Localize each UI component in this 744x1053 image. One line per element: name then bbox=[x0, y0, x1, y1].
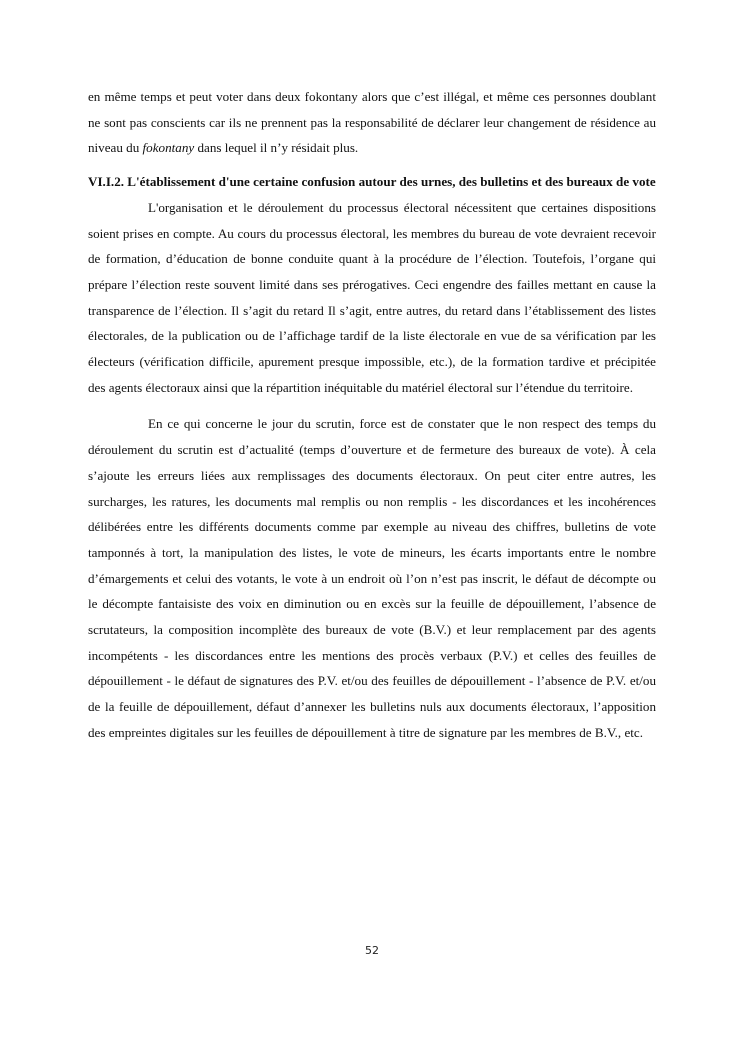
paragraph-1-text-end: dans lequel il n’y résidait plus. bbox=[194, 140, 359, 156]
page-number: 52 bbox=[365, 944, 379, 957]
paragraph-1-italic-term: fokontany bbox=[142, 140, 195, 156]
section-heading: VI.I.2. L'établissement d'une certaine confusion autour des urnes, des bulletins et des bureaux de vote bbox=[88, 174, 656, 190]
paragraph-jour-du-scrutin: En ce qui concerne le jour du scrutin, force est de constater que le non respect des temps du déroulement du scrutin est d’actualité (temps d’ouverture et de fermeture des bureaux de vote). À cela s’ajoute les erreurs liées aux remplissages des documents électoraux. On peut citer entre autres, les surcharges, les ratures, les documents mal remplis ou non remplis - les discordances et les incohérences délibérées entre les différents documents comme par exemple au niveau des chiffres, bulletins de vote tamponnés à tort, la manipulation des listes, le vote de mineurs, les écarts importants entre le nombre d’émargements et celui des votants, le vote à un endroit où l’on n’est pas inscrit, le défaut de décompte ou le décompte fantaisiste des voix en diminution ou en excès sur la feuille de dépouillement, l’absence de scrutateurs, la composition incomplète des bureaux de vote (B.V.) et leur remplacement par des agents incompétents - les discordances entre les mentions des procès verbaux (P.V.) et celles des feuilles de dépouillement - le défaut de signatures des P.V. et/ou des feuilles de dépouillement - l’absence de P.V. et/ou de la feuille de dépouillement, défaut d’annexer les bulletins nuls aux documents électoraux, l’apposition des empreintes digitales sur les feuilles de dépouillement à titre de signature par les membres de B.V., etc. bbox=[88, 416, 656, 740]
paragraph-organisation: L'organisation et le déroulement du processus électoral nécessitent que certaines dispositions soient prises en compte. Au cours du processus électoral, les membres du bureau de vote devraient recevoir de formation, d’éducation de bonne conduite quant à la procédure de l’élection. Toutefois, l’organe qui prépare l’élection reste souvent limité dans ses prérogatives. Ceci engendre des failles mettant en cause la transparence de l’élection. Il s’agit du retard Il s’agit, entre autres, du retard dans l’établissement des listes électorales, de la publication ou de l’affichage tardif de la liste électorale en vue de sa vérification par les électeurs (vérification difficile, apurement presque impossible, etc.), de la formation tardive et précipitée des agents électoraux ainsi que la répartition inéquitable du matériel électoral sur l’étendue du territoire. bbox=[88, 199, 656, 395]
document-page bbox=[88, 84, 656, 746]
paragraph-1-text: en même temps et peut voter dans deux fokontany alors que c’est illégal, et même ces personnes doublant ne sont pas conscients car ils ne prennent pas la responsabilité de déclarer leur changement de résidence au niveau du bbox=[88, 89, 656, 156]
paragraph-continued bbox=[88, 84, 656, 161]
